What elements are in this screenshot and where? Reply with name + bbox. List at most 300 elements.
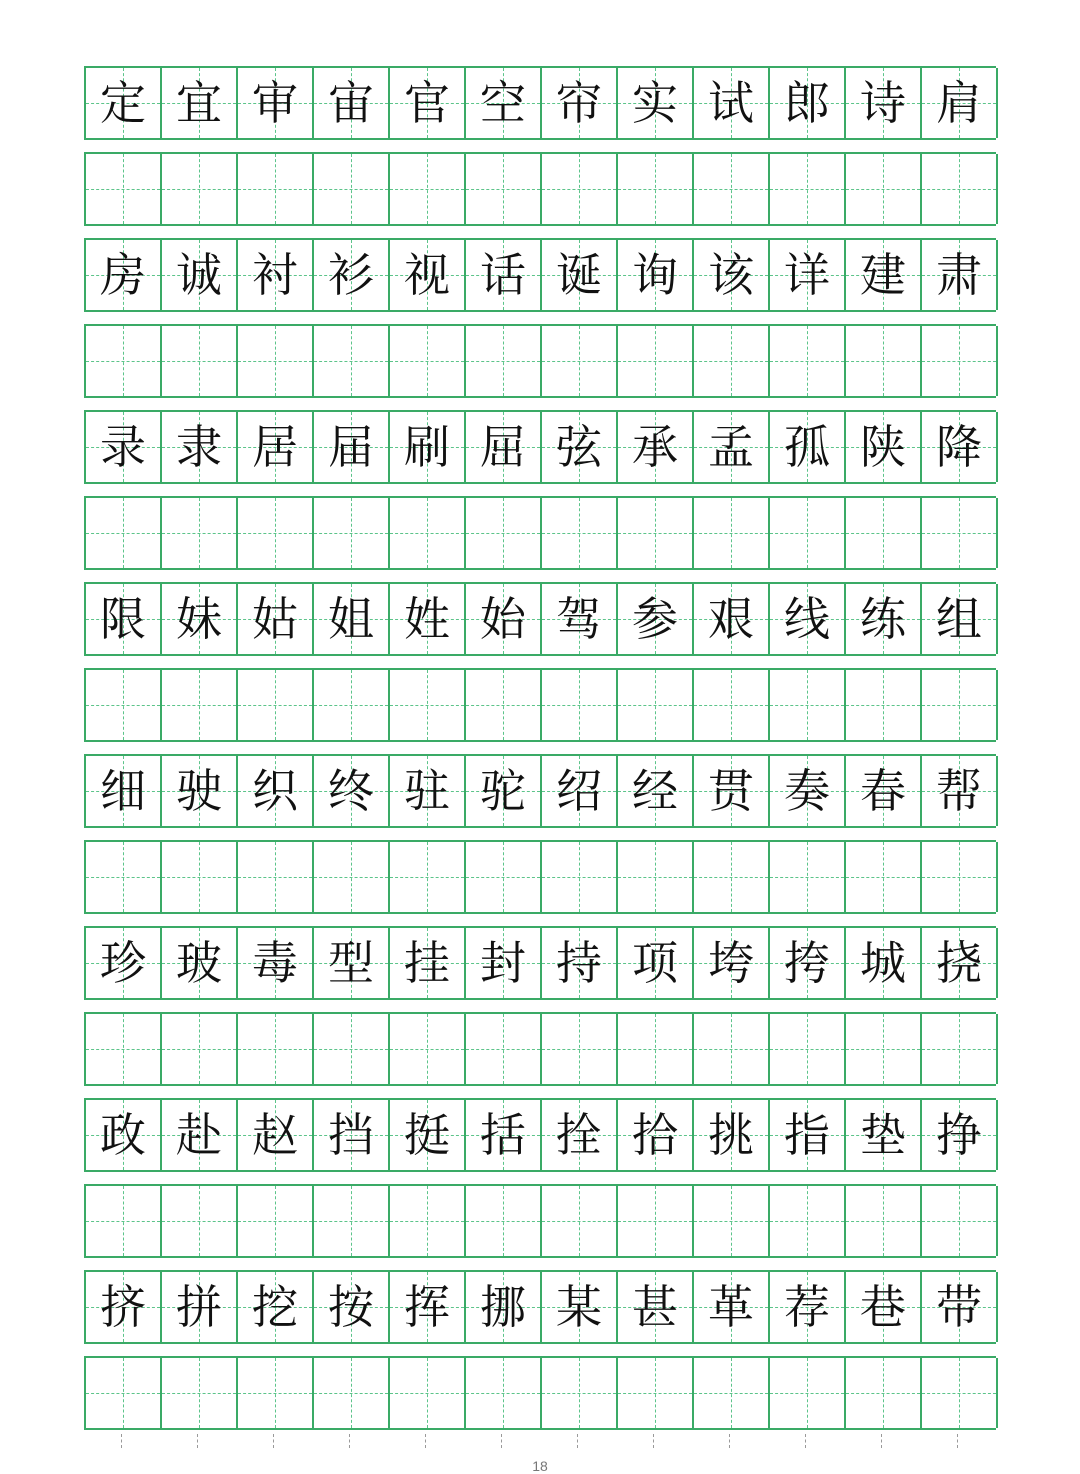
- tianzige-cell: [846, 412, 922, 482]
- tianzige-cell: [694, 1100, 770, 1170]
- practice-cell[interactable]: [846, 154, 922, 224]
- practice-cell[interactable]: [162, 1186, 238, 1256]
- tianzige-cell: [618, 68, 694, 138]
- practice-cell[interactable]: [694, 670, 770, 740]
- model-character: 拴: [556, 1108, 602, 1162]
- tianzige-cell: [846, 584, 922, 654]
- practice-cell[interactable]: [466, 326, 542, 396]
- practice-cell[interactable]: [694, 498, 770, 568]
- model-character: 挺: [404, 1108, 450, 1162]
- practice-row: [84, 1184, 996, 1258]
- model-character: 奏: [784, 764, 830, 818]
- tianzige-cell: [390, 584, 466, 654]
- practice-cell[interactable]: [618, 154, 694, 224]
- tianzige-cell: [86, 240, 162, 310]
- model-character: 城: [860, 936, 906, 990]
- model-character: 肩: [936, 76, 982, 130]
- practice-cell[interactable]: [162, 670, 238, 740]
- tianzige-cell: [86, 928, 162, 998]
- tianzige-cell: [694, 412, 770, 482]
- model-character: 绍: [556, 764, 602, 818]
- tianzige-cell: [314, 584, 390, 654]
- practice-cell[interactable]: [314, 1186, 390, 1256]
- practice-cell[interactable]: [846, 498, 922, 568]
- practice-cell[interactable]: [466, 842, 542, 912]
- model-character: 挡: [328, 1108, 374, 1162]
- model-character: 届: [328, 420, 374, 474]
- model-character: 挂: [404, 936, 450, 990]
- practice-cell[interactable]: [770, 670, 846, 740]
- practice-cell[interactable]: [162, 498, 238, 568]
- practice-cell[interactable]: [922, 326, 998, 396]
- practice-sheet: [84, 66, 996, 1430]
- model-character: 毒: [252, 936, 298, 990]
- model-character: 甚: [632, 1280, 678, 1334]
- practice-cell[interactable]: [770, 1186, 846, 1256]
- model-character: 录: [100, 420, 146, 474]
- practice-cell[interactable]: [618, 1014, 694, 1084]
- tianzige-cell: [238, 1100, 314, 1170]
- model-character: 珍: [100, 936, 146, 990]
- practice-cell[interactable]: [922, 154, 998, 224]
- practice-cell[interactable]: [618, 498, 694, 568]
- practice-cell[interactable]: [694, 326, 770, 396]
- practice-cell[interactable]: [162, 842, 238, 912]
- tianzige-cell: [238, 1272, 314, 1342]
- practice-cell[interactable]: [846, 1186, 922, 1256]
- practice-cell[interactable]: [238, 1186, 314, 1256]
- guide-tick: [768, 1434, 844, 1454]
- tianzige-cell: [86, 584, 162, 654]
- model-character: 郎: [784, 76, 830, 130]
- tianzige-cell: [162, 240, 238, 310]
- practice-cell[interactable]: [86, 326, 162, 396]
- tianzige-cell: [238, 584, 314, 654]
- model-character: 细: [100, 764, 146, 818]
- tianzige-cell: [846, 928, 922, 998]
- tianzige-cell: [542, 1272, 618, 1342]
- practice-cell[interactable]: [314, 326, 390, 396]
- practice-cell[interactable]: [542, 326, 618, 396]
- practice-cell[interactable]: [86, 670, 162, 740]
- tianzige-cell: [86, 1100, 162, 1170]
- model-character: 妹: [176, 592, 222, 646]
- practice-cell[interactable]: [846, 1014, 922, 1084]
- tianzige-cell: [466, 584, 542, 654]
- model-character: 垮: [708, 936, 754, 990]
- tianzige-cell: [770, 584, 846, 654]
- tianzige-cell: [162, 412, 238, 482]
- model-character: 线: [784, 592, 830, 646]
- character-row: [84, 410, 996, 484]
- tianzige-cell: [314, 68, 390, 138]
- model-character: 衫: [328, 248, 374, 302]
- practice-cell[interactable]: [694, 842, 770, 912]
- character-row: [84, 582, 996, 656]
- tianzige-cell: [694, 68, 770, 138]
- practice-cell[interactable]: [694, 1186, 770, 1256]
- model-character: 视: [404, 248, 450, 302]
- tianzige-cell: [162, 584, 238, 654]
- practice-cell[interactable]: [314, 1014, 390, 1084]
- model-character: 官: [404, 76, 450, 130]
- tianzige-cell: [466, 756, 542, 826]
- model-character: 试: [708, 76, 754, 130]
- model-character: 巷: [860, 1280, 906, 1334]
- practice-cell[interactable]: [466, 1186, 542, 1256]
- model-character: 赴: [176, 1108, 222, 1162]
- practice-row: [84, 152, 996, 226]
- model-character: 房: [100, 248, 146, 302]
- practice-cell[interactable]: [618, 326, 694, 396]
- model-character: 驻: [404, 764, 450, 818]
- practice-cell[interactable]: [922, 498, 998, 568]
- model-character: 居: [252, 420, 298, 474]
- character-row: [84, 1270, 996, 1344]
- model-character: 挖: [252, 1280, 298, 1334]
- model-character: 玻: [176, 936, 222, 990]
- practice-cell[interactable]: [846, 670, 922, 740]
- tianzige-cell: [390, 240, 466, 310]
- tianzige-cell: [618, 1100, 694, 1170]
- tianzige-cell: [314, 1100, 390, 1170]
- tianzige-cell: [770, 240, 846, 310]
- tianzige-cell: [542, 1100, 618, 1170]
- model-character: 驶: [176, 764, 222, 818]
- tianzige-cell: [466, 412, 542, 482]
- practice-cell[interactable]: [922, 1358, 998, 1428]
- model-character: 持: [556, 936, 602, 990]
- practice-cell[interactable]: [466, 1358, 542, 1428]
- tianzige-cell: [922, 1272, 998, 1342]
- model-character: 拼: [176, 1280, 222, 1334]
- model-character: 贯: [708, 764, 754, 818]
- model-character: 宙: [328, 76, 374, 130]
- practice-cell[interactable]: [86, 498, 162, 568]
- model-character: 挣: [936, 1108, 982, 1162]
- tianzige-cell: [770, 68, 846, 138]
- tianzige-cell: [162, 68, 238, 138]
- model-character: 终: [328, 764, 374, 818]
- model-character: 衬: [252, 248, 298, 302]
- tianzige-cell: [390, 1272, 466, 1342]
- model-character: 帘: [556, 76, 602, 130]
- model-character: 审: [252, 76, 298, 130]
- model-character: 诗: [860, 76, 906, 130]
- tianzige-cell: [390, 412, 466, 482]
- practice-cell[interactable]: [542, 498, 618, 568]
- model-character: 艰: [708, 592, 754, 646]
- practice-cell[interactable]: [314, 670, 390, 740]
- practice-cell[interactable]: [238, 498, 314, 568]
- tianzige-cell: [86, 1272, 162, 1342]
- guide-tick: [236, 1434, 312, 1454]
- tianzige-cell: [846, 1100, 922, 1170]
- guide-tick: [388, 1434, 464, 1454]
- guide-tick: [692, 1434, 768, 1454]
- practice-cell[interactable]: [542, 670, 618, 740]
- tianzige-cell: [390, 928, 466, 998]
- model-character: 按: [328, 1280, 374, 1334]
- tianzige-cell: [542, 412, 618, 482]
- practice-cell[interactable]: [390, 1014, 466, 1084]
- practice-cell[interactable]: [618, 670, 694, 740]
- tianzige-cell: [770, 928, 846, 998]
- practice-cell[interactable]: [466, 1014, 542, 1084]
- practice-cell[interactable]: [162, 1358, 238, 1428]
- practice-cell[interactable]: [618, 1186, 694, 1256]
- practice-cell[interactable]: [694, 1014, 770, 1084]
- tianzige-cell: [618, 1272, 694, 1342]
- model-character: 春: [860, 764, 906, 818]
- practice-cell[interactable]: [770, 1358, 846, 1428]
- model-character: 挥: [404, 1280, 450, 1334]
- tianzige-cell: [542, 240, 618, 310]
- model-character: 实: [632, 76, 678, 130]
- practice-cell[interactable]: [86, 842, 162, 912]
- practice-cell[interactable]: [390, 1358, 466, 1428]
- tianzige-cell: [770, 1272, 846, 1342]
- tianzige-cell: [922, 68, 998, 138]
- page-number: 18: [532, 1458, 548, 1474]
- practice-cell[interactable]: [694, 1358, 770, 1428]
- tianzige-cell: [694, 584, 770, 654]
- guide-tick: [84, 1434, 160, 1454]
- tianzige-cell: [466, 68, 542, 138]
- bottom-guide-ticks: [84, 1434, 996, 1454]
- practice-cell[interactable]: [86, 1358, 162, 1428]
- model-character: 宜: [176, 76, 222, 130]
- model-character: 织: [252, 764, 298, 818]
- tianzige-cell: [618, 584, 694, 654]
- tianzige-cell: [770, 756, 846, 826]
- tianzige-cell: [846, 756, 922, 826]
- model-character: 挠: [936, 936, 982, 990]
- tianzige-cell: [846, 68, 922, 138]
- character-row: [84, 1098, 996, 1172]
- tianzige-cell: [314, 1272, 390, 1342]
- model-character: 限: [100, 592, 146, 646]
- practice-cell[interactable]: [542, 1186, 618, 1256]
- practice-cell[interactable]: [922, 842, 998, 912]
- model-character: 肃: [936, 248, 982, 302]
- model-character: 隶: [176, 420, 222, 474]
- model-character: 该: [708, 248, 754, 302]
- practice-cell[interactable]: [238, 1014, 314, 1084]
- practice-cell[interactable]: [466, 154, 542, 224]
- tianzige-cell: [466, 1272, 542, 1342]
- model-character: 型: [328, 936, 374, 990]
- model-character: 驾: [556, 592, 602, 646]
- practice-row: [84, 1356, 996, 1430]
- tianzige-cell: [314, 240, 390, 310]
- practice-cell[interactable]: [162, 1014, 238, 1084]
- guide-tick: [616, 1434, 692, 1454]
- practice-cell[interactable]: [618, 1358, 694, 1428]
- guide-tick: [920, 1434, 996, 1454]
- model-character: 挤: [100, 1280, 146, 1334]
- model-character: 经: [632, 764, 678, 818]
- practice-cell[interactable]: [238, 842, 314, 912]
- tianzige-cell: [922, 928, 998, 998]
- practice-cell[interactable]: [162, 326, 238, 396]
- model-character: 垫: [860, 1108, 906, 1162]
- practice-cell[interactable]: [390, 842, 466, 912]
- practice-cell[interactable]: [314, 154, 390, 224]
- model-character: 革: [708, 1280, 754, 1334]
- model-character: 定: [100, 76, 146, 130]
- tianzige-cell: [846, 1272, 922, 1342]
- practice-cell[interactable]: [542, 1014, 618, 1084]
- tianzige-cell: [618, 412, 694, 482]
- practice-cell[interactable]: [390, 326, 466, 396]
- practice-cell[interactable]: [238, 1358, 314, 1428]
- tianzige-cell: [694, 756, 770, 826]
- model-character: 驼: [480, 764, 526, 818]
- practice-cell[interactable]: [922, 1186, 998, 1256]
- tianzige-cell: [618, 756, 694, 826]
- practice-row: [84, 1012, 996, 1086]
- tianzige-cell: [694, 240, 770, 310]
- practice-cell[interactable]: [770, 498, 846, 568]
- tianzige-cell: [238, 412, 314, 482]
- practice-cell[interactable]: [846, 326, 922, 396]
- tianzige-cell: [466, 240, 542, 310]
- practice-cell[interactable]: [238, 154, 314, 224]
- practice-cell[interactable]: [466, 670, 542, 740]
- model-character: 建: [860, 248, 906, 302]
- model-character: 拾: [632, 1108, 678, 1162]
- tianzige-cell: [542, 756, 618, 826]
- tianzige-cell: [314, 756, 390, 826]
- tianzige-cell: [466, 928, 542, 998]
- tianzige-cell: [846, 240, 922, 310]
- practice-cell[interactable]: [162, 154, 238, 224]
- model-character: 孤: [784, 420, 830, 474]
- model-character: 挪: [480, 1280, 526, 1334]
- practice-cell[interactable]: [846, 1358, 922, 1428]
- practice-cell[interactable]: [770, 1014, 846, 1084]
- tianzige-cell: [162, 1100, 238, 1170]
- tianzige-cell: [694, 928, 770, 998]
- tianzige-cell: [922, 584, 998, 654]
- guide-tick: [844, 1434, 920, 1454]
- practice-row: [84, 324, 996, 398]
- model-character: 孟: [708, 420, 754, 474]
- tianzige-cell: [922, 1100, 998, 1170]
- model-character: 询: [632, 248, 678, 302]
- tianzige-cell: [238, 928, 314, 998]
- practice-cell[interactable]: [542, 1358, 618, 1428]
- character-row: [84, 754, 996, 828]
- tianzige-cell: [238, 240, 314, 310]
- tianzige-cell: [922, 412, 998, 482]
- practice-cell[interactable]: [314, 842, 390, 912]
- tianzige-cell: [922, 240, 998, 310]
- tianzige-cell: [770, 412, 846, 482]
- character-row: [84, 66, 996, 140]
- practice-cell[interactable]: [770, 326, 846, 396]
- practice-cell[interactable]: [922, 670, 998, 740]
- model-character: 项: [632, 936, 678, 990]
- practice-cell[interactable]: [86, 1186, 162, 1256]
- tianzige-cell: [618, 928, 694, 998]
- tianzige-cell: [238, 68, 314, 138]
- practice-cell[interactable]: [390, 670, 466, 740]
- tianzige-cell: [162, 928, 238, 998]
- practice-cell[interactable]: [466, 498, 542, 568]
- tianzige-cell: [390, 68, 466, 138]
- practice-cell[interactable]: [86, 154, 162, 224]
- tianzige-cell: [162, 756, 238, 826]
- model-character: 承: [632, 420, 678, 474]
- model-character: 挎: [784, 936, 830, 990]
- model-character: 诚: [176, 248, 222, 302]
- tianzige-cell: [314, 412, 390, 482]
- practice-cell[interactable]: [314, 1358, 390, 1428]
- practice-cell[interactable]: [390, 1186, 466, 1256]
- model-character: 赵: [252, 1108, 298, 1162]
- guide-tick: [464, 1434, 540, 1454]
- practice-cell[interactable]: [694, 154, 770, 224]
- practice-cell[interactable]: [618, 842, 694, 912]
- guide-tick: [540, 1434, 616, 1454]
- practice-cell[interactable]: [770, 842, 846, 912]
- model-character: 屈: [480, 420, 526, 474]
- tianzige-cell: [86, 68, 162, 138]
- model-character: 陕: [860, 420, 906, 474]
- model-character: 参: [632, 592, 678, 646]
- tianzige-cell: [238, 756, 314, 826]
- practice-cell[interactable]: [238, 670, 314, 740]
- model-character: 政: [100, 1108, 146, 1162]
- model-character: 荐: [784, 1280, 830, 1334]
- tianzige-cell: [618, 240, 694, 310]
- tianzige-cell: [86, 412, 162, 482]
- tianzige-cell: [162, 1272, 238, 1342]
- model-character: 封: [480, 936, 526, 990]
- practice-cell[interactable]: [86, 1014, 162, 1084]
- character-row: [84, 238, 996, 312]
- tianzige-cell: [314, 928, 390, 998]
- model-character: 姐: [328, 592, 374, 646]
- tianzige-cell: [542, 928, 618, 998]
- practice-cell[interactable]: [314, 498, 390, 568]
- model-character: 详: [784, 248, 830, 302]
- tianzige-cell: [390, 1100, 466, 1170]
- practice-cell[interactable]: [846, 842, 922, 912]
- model-character: 姑: [252, 592, 298, 646]
- tianzige-cell: [770, 1100, 846, 1170]
- tianzige-cell: [86, 756, 162, 826]
- practice-cell[interactable]: [770, 154, 846, 224]
- model-character: 带: [936, 1280, 982, 1334]
- practice-cell[interactable]: [390, 498, 466, 568]
- model-character: 诞: [556, 248, 602, 302]
- character-row: [84, 926, 996, 1000]
- practice-cell[interactable]: [542, 842, 618, 912]
- guide-tick: [312, 1434, 388, 1454]
- model-character: 刷: [404, 420, 450, 474]
- tianzige-cell: [922, 756, 998, 826]
- tianzige-cell: [542, 584, 618, 654]
- practice-cell[interactable]: [390, 154, 466, 224]
- model-character: 帮: [936, 764, 982, 818]
- model-character: 挑: [708, 1108, 754, 1162]
- practice-cell[interactable]: [238, 326, 314, 396]
- practice-cell[interactable]: [542, 154, 618, 224]
- practice-cell[interactable]: [922, 1014, 998, 1084]
